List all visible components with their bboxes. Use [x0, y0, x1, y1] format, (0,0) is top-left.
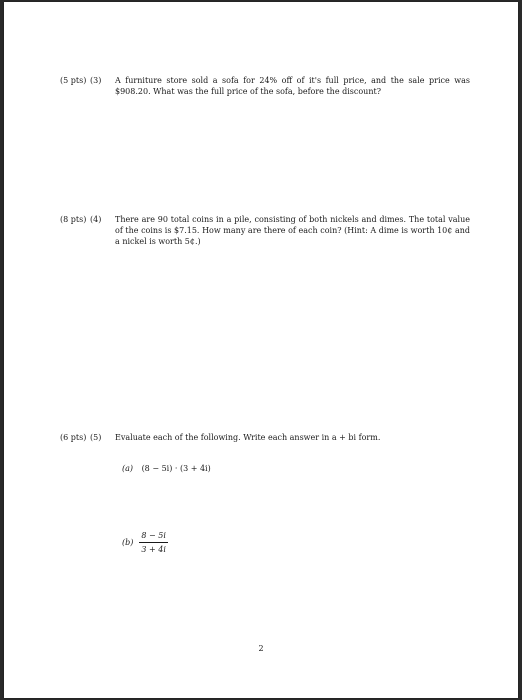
subpart-expression: (8 − 5i) · (3 + 4i) [141, 464, 211, 473]
problem-text: Evaluate each of the following. Write each answer in a + bi form. [115, 433, 381, 442]
subpart-a [122, 463, 211, 474]
subpart-label: (a) [122, 464, 134, 473]
problem-text: A furniture store sold a sofa for 24% off of it's full price, and the sale price was $908.20. What was the full price of the sofa, before the discount? [115, 76, 470, 96]
problem-points: (5 pts) [60, 76, 87, 85]
subpart-label: (b) [122, 538, 134, 547]
fraction-denominator: 3 + 4i [141, 545, 166, 554]
page-number: 2 [258, 644, 264, 653]
problem-number: (3) [90, 76, 102, 85]
fraction-numerator: 8 − 5i [139, 530, 168, 543]
problem-number: (5) [90, 433, 102, 442]
document-page [4, 2, 518, 698]
subpart-b [122, 530, 168, 555]
problem-text: There are 90 total coins in a pile, consisting of both nickels and dimes. The total value of the coins is $7.15. How many are there of each coin? (Hint: A dime is worth 10¢ and a nickel is worth 5¢.) [115, 215, 470, 246]
problem-points: (6 pts) [60, 433, 87, 442]
fraction [139, 530, 168, 555]
problem-points: (8 pts) [60, 215, 87, 224]
problem-number: (4) [90, 215, 102, 224]
